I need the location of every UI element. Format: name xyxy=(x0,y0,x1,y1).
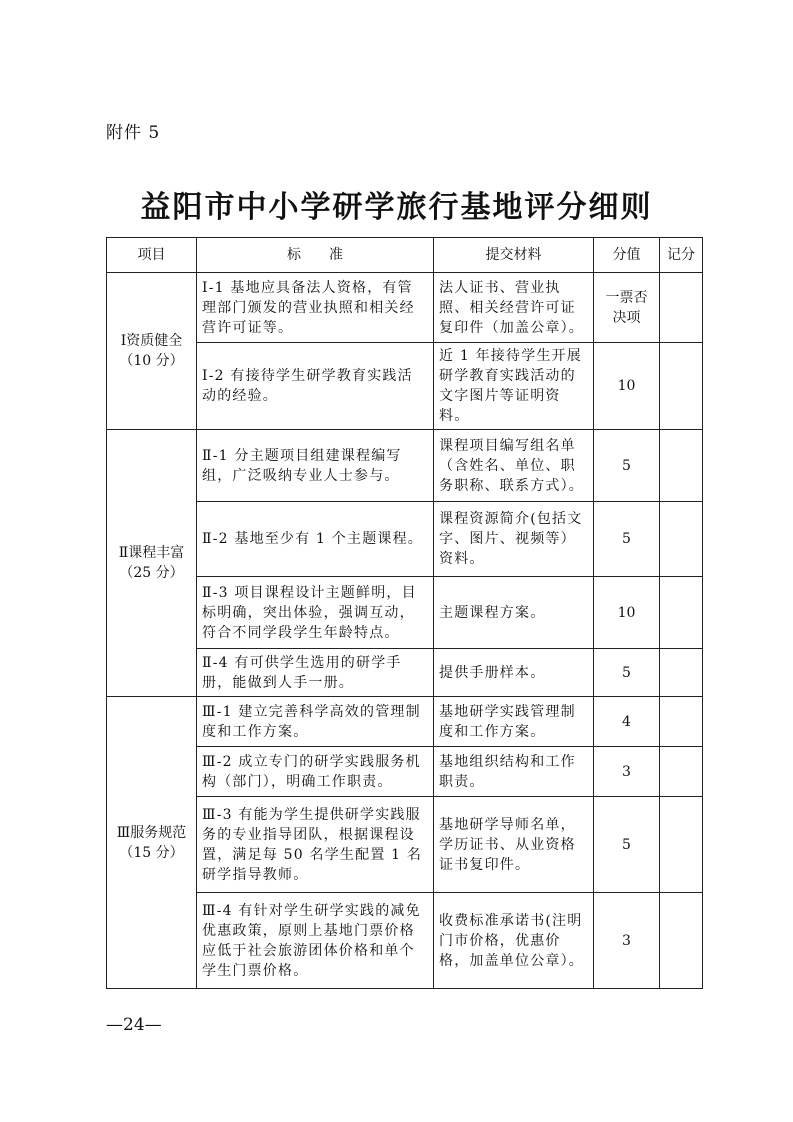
score-cell: 4 xyxy=(594,697,660,747)
column-header-materials: 提交材料 xyxy=(434,238,594,273)
score-cell: 5 xyxy=(594,502,660,577)
column-header-record: 记分 xyxy=(660,238,703,273)
category-name: Ⅲ服务规范 xyxy=(116,824,187,841)
score-cell: 10 xyxy=(594,343,660,430)
column-header-score: 分值 xyxy=(594,238,660,273)
criterion-cell: Ⅲ-1 建立完善科学高效的管理制度和工作方案。 xyxy=(197,697,434,747)
table-row xyxy=(107,747,703,797)
materials-cell: 主题课程方案。 xyxy=(434,577,594,649)
table-row xyxy=(107,502,703,577)
scoring-table xyxy=(106,237,703,989)
table-row xyxy=(107,430,703,502)
criterion-cell: Ⅲ-2 成立专门的研学实践服务机构（部门），明确工作职责。 xyxy=(197,747,434,797)
score-cell: 10 xyxy=(594,577,660,649)
page-number: —24— xyxy=(106,1015,162,1035)
record-cell xyxy=(660,797,703,893)
record-cell xyxy=(660,343,703,430)
materials-cell: 基地研学导师名单，学历证书、从业资格证书复印件。 xyxy=(434,797,594,893)
table-row xyxy=(107,273,703,343)
table-row xyxy=(107,893,703,989)
category-name: Ⅱ课程丰富 xyxy=(118,545,185,561)
column-header-standard: 标 准 xyxy=(197,238,434,273)
materials-cell: 收费标准承诺书(注明门市价格，优惠价格，加盖单位公章）。 xyxy=(434,893,594,989)
score-cell: 5 xyxy=(594,430,660,502)
score-cell: 5 xyxy=(594,797,660,893)
record-cell xyxy=(660,577,703,649)
record-cell xyxy=(660,649,703,697)
criterion-cell: Ⅰ-1 基地应具备法人资格，有管理部门颁发的营业执照和相关经营许可证等。 xyxy=(197,273,434,343)
category-cell xyxy=(107,430,197,697)
category-cell xyxy=(107,697,197,989)
materials-cell: 课程项目编写组名单（含姓名、单位、职务职称、联系方式）。 xyxy=(434,430,594,502)
criterion-cell: Ⅱ-4 有可供学生选用的研学手册，能做到人手一册。 xyxy=(197,649,434,697)
record-cell xyxy=(660,747,703,797)
criterion-cell: Ⅱ-1 分主题项目组建课程编写组，广泛吸纳专业人士参与。 xyxy=(197,430,434,502)
score-cell: 一票否决项 xyxy=(594,273,660,343)
record-cell xyxy=(660,697,703,747)
table-header-row xyxy=(107,238,703,273)
criterion-cell: Ⅱ-2 基地至少有 1 个主题课程。 xyxy=(197,502,434,577)
materials-cell: 基地研学实践管理制度和工作方案。 xyxy=(434,697,594,747)
criterion-cell: Ⅰ-2 有接待学生研学教育实践活动的经验。 xyxy=(197,343,434,430)
table-row xyxy=(107,577,703,649)
document-title: 益阳市中小学研学旅行基地评分细则 xyxy=(140,190,653,225)
table-row xyxy=(107,697,703,747)
table-row xyxy=(107,343,703,430)
record-cell xyxy=(660,430,703,502)
attachment-label: 附件 5 xyxy=(106,123,161,143)
category-points: （15 分） xyxy=(119,844,184,861)
table-row xyxy=(107,649,703,697)
category-name: Ⅰ资质健全 xyxy=(120,333,183,349)
materials-cell: 基地组织结构和工作职责。 xyxy=(434,747,594,797)
category-points: （25 分） xyxy=(119,565,184,581)
materials-cell: 法人证书、营业执照、相关经营许可证复印件（加盖公章）。 xyxy=(434,273,594,343)
materials-cell: 课程资源简介(包括文字、图片、视频等）资料。 xyxy=(434,502,594,577)
materials-cell: 提供手册样本。 xyxy=(434,649,594,697)
category-points: （10 分） xyxy=(119,353,184,369)
record-cell xyxy=(660,273,703,343)
score-cell: 5 xyxy=(594,649,660,697)
table-row xyxy=(107,797,703,893)
criterion-cell: Ⅲ-4 有针对学生研学实践的减免优惠政策，原则上基地门票价格应低于社会旅游团体价格和单个学生门票价格。 xyxy=(197,893,434,989)
column-header-item: 项目 xyxy=(107,238,197,273)
score-cell: 3 xyxy=(594,893,660,989)
category-cell xyxy=(107,273,197,430)
record-cell xyxy=(660,502,703,577)
criterion-cell: Ⅱ-3 项目课程设计主题鲜明，目标明确，突出体验，强调互动，符合不同学段学生年龄特点。 xyxy=(197,577,434,649)
materials-cell: 近 1 年接待学生开展研学教育实践活动的文字图片等证明资料。 xyxy=(434,343,594,430)
record-cell xyxy=(660,893,703,989)
criterion-cell: Ⅲ-3 有能为学生提供研学实践服务的专业指导团队，根据课程设置，满足每 50 名学生配置 1 名研学指导教师。 xyxy=(197,797,434,893)
score-cell: 3 xyxy=(594,747,660,797)
